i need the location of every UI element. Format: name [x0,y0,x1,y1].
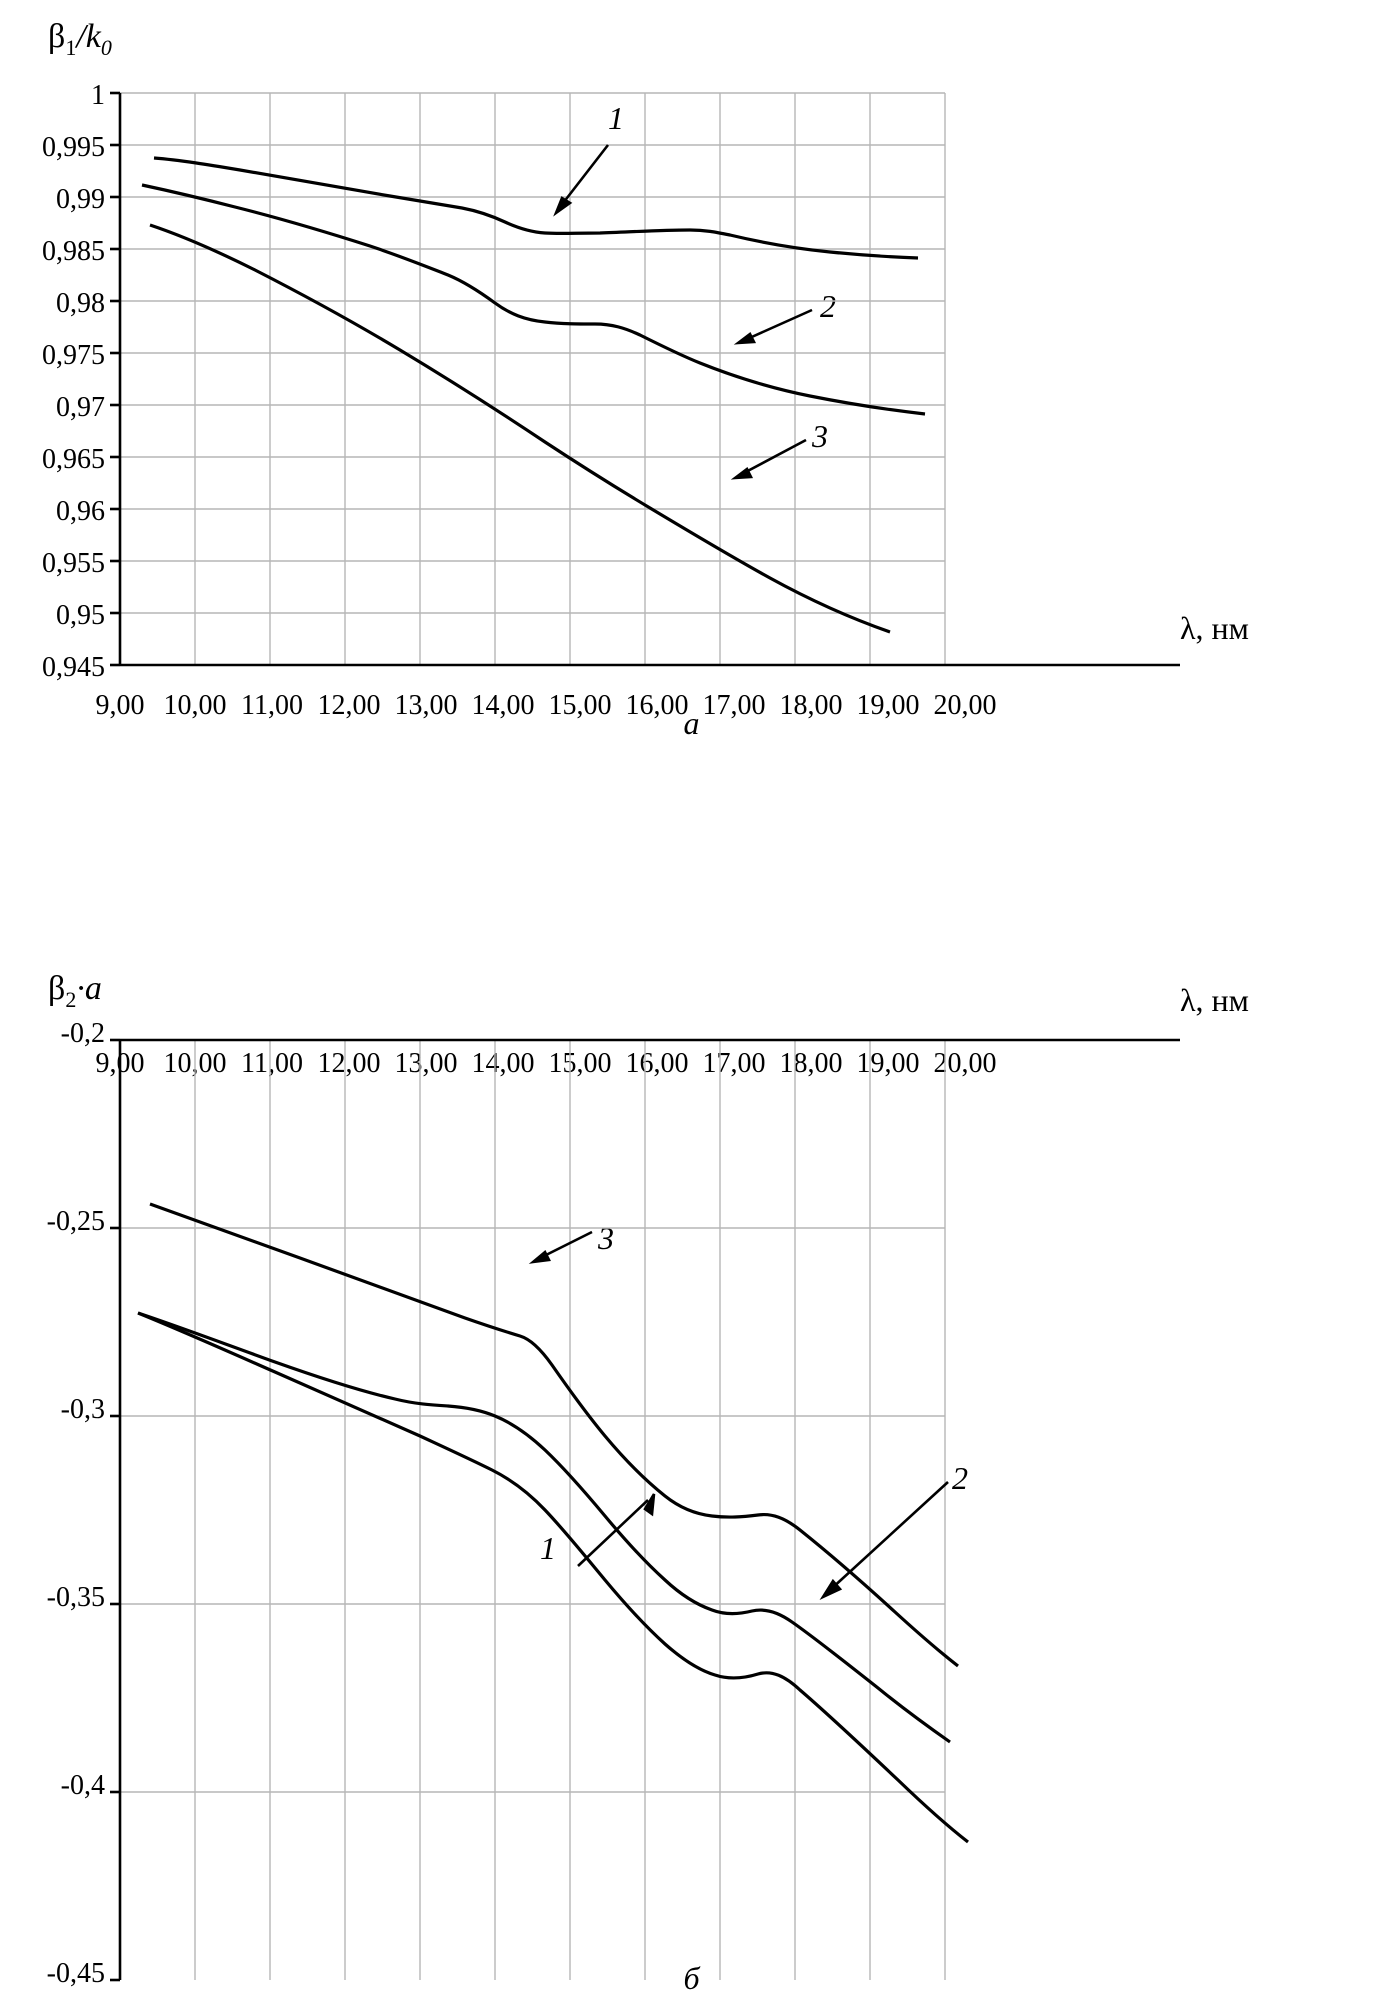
y-tick-a-098: 0,98 [56,288,105,319]
curve-b-2 [138,1313,950,1742]
x-tick-b-900: 9,00 [95,1048,145,1079]
y-tick-a-096: 0,96 [56,496,105,527]
x-tick-b-1000: 10,00 [163,1048,227,1079]
x-tick-a-1300: 13,00 [394,690,458,721]
curve-a-3 [150,225,890,632]
callout-arrow-b-2 [823,1482,948,1597]
plot-area-a [0,0,1383,1000]
curve-a-2 [142,185,925,414]
x-tick-a-1200: 12,00 [317,690,381,721]
x-tick-a-1800: 18,00 [779,690,843,721]
y-tick-b-035: -0,35 [46,1582,105,1613]
curve-b-3 [150,1204,958,1666]
y-axis-title-a-rest: /k [76,18,101,55]
y-axis-title-b-beta: β [48,970,66,1007]
x-axis-title-b-text: λ, нм [1180,982,1249,1018]
x-tick-a-900: 9,00 [95,690,145,721]
callout-arrow-a-1 [556,145,608,213]
x-tick-b-2000: 20,00 [933,1048,997,1079]
grid-lines-a [120,93,945,665]
y-tick-a-0985: 0,985 [42,236,105,267]
y-axis-title-a-beta: β [48,18,66,55]
chart-panel-b [0,970,1383,2015]
x-tick-a-1100: 11,00 [241,690,303,721]
x-tick-a-1000: 10,00 [163,690,227,721]
y-axis-title-b-sub: 2 [65,986,77,1012]
y-tick-a-099: 0,99 [56,184,105,215]
y-axis-title-a-sub2: 0 [100,34,112,60]
curve-label-b-2: 2 [952,1460,968,1496]
y-tick-a-0945: 0,945 [42,652,105,683]
y-tick-b-02: -0,2 [60,1018,105,1049]
curve-label-a-2: 2 [820,288,836,324]
x-tick-a-1900: 19,00 [856,690,920,721]
curve-label-b-3: 3 [598,1220,614,1256]
curve-label-b-1: 1 [540,1530,556,1566]
x-tick-b-1800: 18,00 [779,1048,843,1079]
y-tick-b-045: -0,45 [46,1958,105,1989]
axis-ticks-b [110,1040,120,1980]
y-tick-a-0975: 0,975 [42,340,105,371]
curve-label-a-1: 1 [608,100,624,136]
x-tick-a-1700: 17,00 [702,690,766,721]
x-tick-b-1600: 16,00 [625,1048,689,1079]
y-tick-b-025: -0,25 [46,1206,105,1237]
plot-area-b [0,1000,1383,2015]
axes-a [120,93,1180,665]
x-tick-b-1500: 15,00 [548,1048,612,1079]
curve-label-a-3: 3 [812,418,828,454]
axis-ticks-a [110,93,120,665]
y-tick-a-0995: 0,995 [42,132,105,163]
x-tick-a-1400: 14,00 [471,690,535,721]
y-tick-b-04: -0,4 [60,1770,105,1801]
callout-arrow-a-2 [738,310,812,343]
x-tick-a-1500: 15,00 [548,690,612,721]
y-tick-b-03: -0,3 [60,1394,105,1425]
x-tick-b-1300: 13,00 [394,1048,458,1079]
x-tick-b-1100: 11,00 [241,1048,303,1079]
y-tick-a-0955: 0,955 [42,548,105,579]
x-tick-a-2000: 20,00 [933,690,997,721]
grid-lines-b [120,1040,945,1980]
y-axis-title-a-sub1: 1 [65,34,77,60]
panel-caption-a: а [683,705,700,741]
chart-panel-a [0,0,1383,1000]
x-tick-b-1200: 12,00 [317,1048,381,1079]
x-tick-b-1700: 17,00 [702,1048,766,1079]
y-tick-a-0965: 0,965 [42,444,105,475]
y-axis-title-b-rest: ·a [76,970,102,1007]
x-tick-b-1400: 14,00 [471,1048,535,1079]
y-tick-a-1: 1 [91,80,105,111]
callout-arrow-b-3 [533,1232,592,1262]
y-tick-a-097: 0,97 [56,392,105,423]
panel-caption-b: б [683,1960,700,1996]
callout-arrow-b-1 [578,1494,654,1566]
y-tick-a-095: 0,95 [56,600,105,631]
x-tick-a-1600: 16,00 [625,690,689,721]
x-axis-title-a-text: λ, нм [1180,610,1249,646]
curve-a-1 [154,158,918,258]
x-tick-b-1900: 19,00 [856,1048,920,1079]
